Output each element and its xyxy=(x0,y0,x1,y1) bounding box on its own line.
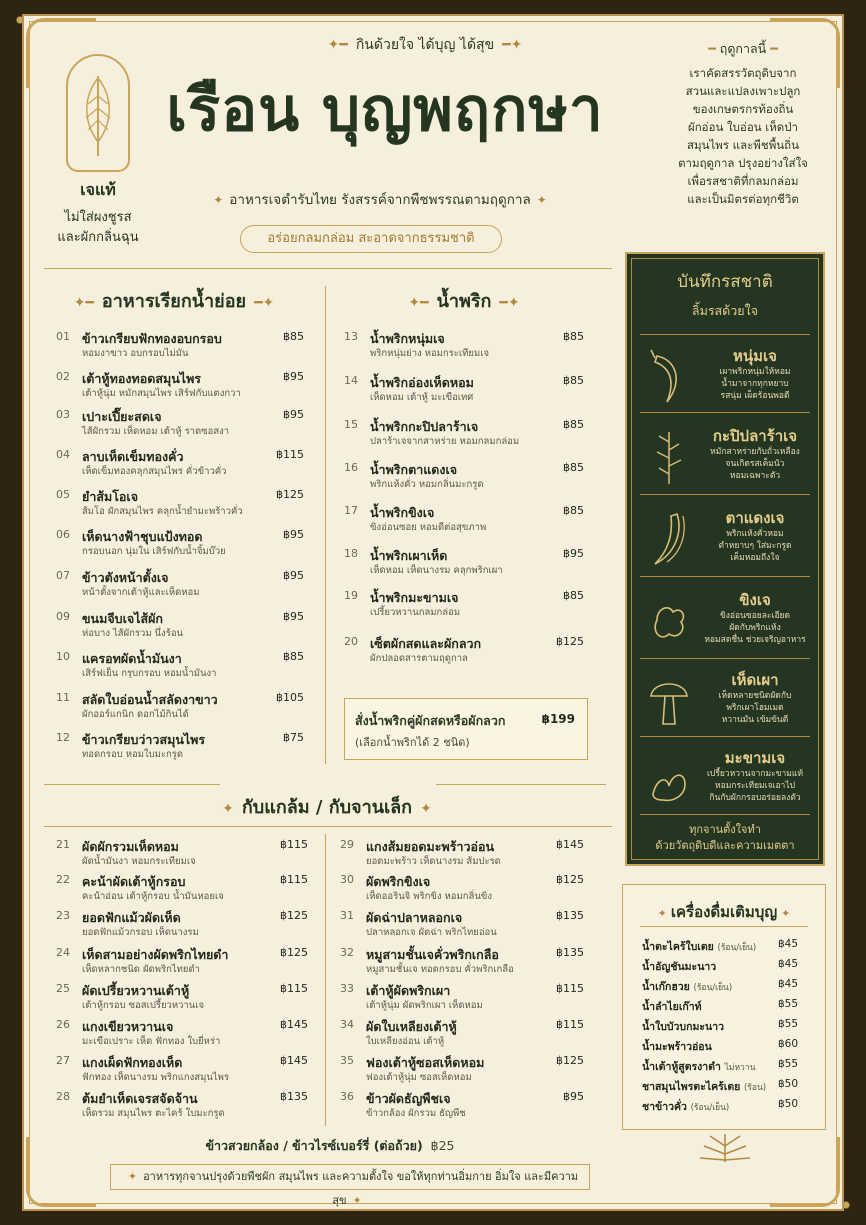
item-desc: ยอดฟักแม้วกรอบ เห็ดนางรม xyxy=(82,927,199,938)
item-desc: ผัดน้ำมันงา หอมกระเทียมเจ xyxy=(82,856,196,867)
corner-ornament-icon xyxy=(770,1137,840,1207)
item-number: 09 xyxy=(56,610,70,623)
item-number: 01 xyxy=(56,330,70,343)
item-number: 17 xyxy=(344,504,358,517)
herb-desc-line: ผัดกับพริกแห้ง xyxy=(729,623,781,633)
drink-item xyxy=(642,1038,798,1055)
item-name: ขนมจีบเจไส้ผัก xyxy=(82,611,163,626)
drink-price: ฿45 xyxy=(777,958,798,970)
herb-desc-line: จนเกิดรสเค็มนัว xyxy=(725,459,785,469)
item-price: ฿95 xyxy=(283,370,304,383)
herb-note xyxy=(625,420,825,498)
rice-line xyxy=(200,1136,460,1156)
item-desc: หน้าตั้งจากเต้าหู้และเห็ดหอม xyxy=(82,587,200,598)
item-price: ฿115 xyxy=(556,1018,584,1031)
herb-desc-line: เปรี้ยวหวานจากมะขามแท้ xyxy=(707,769,803,779)
item-price: ฿115 xyxy=(280,838,308,851)
item-number: 19 xyxy=(344,589,358,602)
item-price: ฿115 xyxy=(280,982,308,995)
restaurant-name: เรือน บุญพฤกษา xyxy=(166,75,604,145)
item-number: 27 xyxy=(56,1054,70,1067)
item-number: 16 xyxy=(344,461,358,474)
panel-divider xyxy=(640,412,810,413)
item-desc: พริกแห้งคั่ว หอมกลิ่นมะกรูด xyxy=(370,479,484,490)
item-name: ข้าวเกรียบว่าวสมุนไพร xyxy=(82,732,206,747)
herb-note xyxy=(625,664,825,742)
panel-footer-line: ด้วยวัตถุดิบดีและความเมตตา xyxy=(655,839,795,852)
item-price: ฿75 xyxy=(283,731,304,744)
item-number: 06 xyxy=(56,528,70,541)
divider xyxy=(436,784,606,785)
herb-name: ตาแดงเจ xyxy=(725,509,785,527)
item-price: ฿85 xyxy=(283,650,304,663)
drink-note: ไม่หวาน xyxy=(724,1063,756,1073)
drink-item xyxy=(642,1058,798,1075)
herb-desc-line: ตำหยาบๆ ใส่มะกรูด xyxy=(718,541,792,551)
item-name: แกงเผ็ดฟักทองเห็ด xyxy=(82,1055,183,1070)
panel-divider xyxy=(640,814,810,815)
tagline-text: กินด้วยใจ ได้บุญ ได้สุข xyxy=(355,37,495,53)
item-price: ฿95 xyxy=(283,408,304,421)
season-title: ฤดูกาลนี้ xyxy=(719,41,767,56)
item-number: 02 xyxy=(56,370,70,383)
set-offer-box xyxy=(344,698,588,760)
section-side-dishes: ✦ กับแกล้ม / กับจานเล็ก ✦ xyxy=(222,797,432,818)
item-price: ฿85 xyxy=(563,461,584,474)
panel-divider xyxy=(640,494,810,495)
herb-desc-line: พริกแห้งคั่วหอม xyxy=(726,529,784,539)
item-price: ฿145 xyxy=(556,838,584,851)
item-number: 07 xyxy=(56,569,70,582)
item-desc: ฟักทอง เห็ดนางรม พริกแกงสมุนไพร xyxy=(82,1072,229,1083)
item-price: ฿85 xyxy=(283,330,304,343)
item-price: ฿95 xyxy=(283,610,304,623)
section-title: น้ำพริก xyxy=(436,291,492,312)
herb-desc-line: เห็ดหลายชนิดผัดกับ xyxy=(718,691,792,701)
item-desc: เปรี้ยวหวานกลมกล่อม xyxy=(370,607,461,618)
item-desc: มะเขือเปราะ เห็ด ฟักทอง ใบยี่หร่า xyxy=(82,1036,221,1047)
item-name: น้ำพริกกะปิปลาร้าเจ xyxy=(370,419,479,434)
herb-desc-line: หมักสาหร่ายกับถั่วเหลือง xyxy=(710,447,800,457)
drink-price: ฿50 xyxy=(777,1078,798,1090)
item-name: น้ำพริกขิงเจ xyxy=(370,505,435,520)
divider xyxy=(44,826,612,827)
season-line: สวนและแปลงเพาะปลูก xyxy=(685,84,801,98)
item-name: น้ำพริกหนุ่มเจ xyxy=(370,331,445,346)
drink-item xyxy=(642,1078,798,1095)
herb-name: หนุ่มเจ xyxy=(733,347,777,365)
column-divider xyxy=(325,286,326,764)
item-name: ผัดใบเหลียงเต้าหู้ xyxy=(366,1019,457,1034)
item-number: 03 xyxy=(56,408,70,421)
item-number: 22 xyxy=(56,873,70,886)
panel-divider xyxy=(640,576,810,577)
item-desc: เต้าหู้นุ่ม หมักสมุนไพร เสิร์ฟกับแตงกวา xyxy=(82,388,241,399)
item-desc: ปลาหลอกเจ ผัดฉ่า พริกไทยอ่อน xyxy=(366,927,497,938)
item-price: ฿125 xyxy=(556,1054,584,1067)
item-desc: เห็ดออรินจิ พริกขิง หอมกลิ่นขิง xyxy=(366,891,492,902)
item-price: ฿145 xyxy=(280,1054,308,1067)
herb-name: กะปิปลาร้าเจ xyxy=(712,427,798,445)
item-price: ฿125 xyxy=(280,909,308,922)
item-price: ฿105 xyxy=(276,691,304,704)
item-price: ฿115 xyxy=(556,982,584,995)
herb-desc-line: พริกเผาโฮมเมด xyxy=(726,703,784,713)
item-desc: ผักออร์แกนิก ดอกไม้กินได้ xyxy=(82,709,189,720)
drink-name: น้ำลำไยเก๊าท์ xyxy=(642,1001,702,1013)
item-desc: เห็ดรวม สมุนไพร ตะไคร้ ใบมะกรูด xyxy=(82,1108,225,1119)
item-name: เซ็ตผักสดและผักลวก xyxy=(370,636,482,651)
herb-desc xyxy=(693,446,817,482)
item-desc: ข้าวกล้อง ผักรวม ธัญพืช xyxy=(366,1108,466,1119)
item-name: ลาบเห็ดเข็มทองคั่ว xyxy=(82,449,184,464)
item-desc: หมูสามชั้นเจ ทอดกรอบ คั่วพริกเกลือ xyxy=(366,964,514,975)
item-name: แกงเขียวหวานเจ xyxy=(82,1019,174,1034)
herb-name: ขิงเจ xyxy=(739,591,771,609)
left-note xyxy=(40,178,156,247)
item-desc: คะน้าอ่อน เต้าหู้กรอบ น้ำมันหอยเจ xyxy=(82,891,224,902)
item-name: ผัดฉ่าปลาหลอกเจ xyxy=(366,910,463,925)
drink-name: น้ำเก๊กฮวย xyxy=(642,981,690,993)
item-desc: เต้าหู้กรอบ ซอสเปรี้ยวหวานเจ xyxy=(82,1000,205,1011)
item-desc: ขิงอ่อนซอย หอมดีต่อสุขภาพ xyxy=(370,522,487,533)
item-price: ฿95 xyxy=(563,1090,584,1103)
item-price: ฿135 xyxy=(556,946,584,959)
item-desc: เห็ดหอม เห็ดนางรม คลุกพริกเผา xyxy=(370,565,503,576)
drink-price: ฿45 xyxy=(777,978,798,990)
herb-note xyxy=(625,340,825,418)
drink-price: ฿60 xyxy=(777,1038,798,1050)
tagline-pill: อร่อยกลมกล่อม สะอาดจากธรรมชาติ xyxy=(240,225,502,253)
item-name: ฟองเต้าหู้ซอสเห็ดหอม xyxy=(366,1055,485,1070)
item-name: ข้าวเกรียบฟักทองอบกรอบ xyxy=(82,331,222,346)
item-name: ยำส้มโอเจ xyxy=(82,489,139,504)
herb-sprig-icon xyxy=(647,426,691,486)
item-name: ยอดฟักแม้วผัดเห็ด xyxy=(82,910,181,925)
set-offer-text: สั่งน้ำพริกคู่ผักสดหรือผักลวก xyxy=(355,713,506,728)
item-name: น้ำพริกมะขามเจ xyxy=(370,590,459,605)
item-price: ฿125 xyxy=(556,635,584,648)
left-note-title: เจแท้ xyxy=(80,180,116,199)
item-price: ฿145 xyxy=(280,1018,308,1031)
left-note-line: ไม่ใส่ผงชูรส xyxy=(64,210,132,225)
item-number: 18 xyxy=(344,547,358,560)
footer-text: อาหารทุกจานปรุงด้วยพืชผัก สมุนไพร และความตั้งใจ ขอให้ทุกท่านอิ่มกาย อิ่มใจ และมีความสุข xyxy=(143,1170,579,1207)
panel-divider xyxy=(640,334,810,335)
item-number: 25 xyxy=(56,982,70,995)
herb-desc-line: หอมสดชื่น ช่วยเจริญอาหาร xyxy=(704,635,806,645)
rice-price: ฿25 xyxy=(430,1138,455,1153)
item-number: 24 xyxy=(56,946,70,959)
item-name: น้ำพริกตาแดงเจ xyxy=(370,462,458,477)
item-price: ฿85 xyxy=(563,504,584,517)
item-desc: เห็ดหอม เต้าหู้ มะเขือเทศ xyxy=(370,392,474,403)
item-desc: เห็ดหลากชนิด ผัดพริกไทยดำ xyxy=(82,964,200,975)
item-price: ฿95 xyxy=(563,547,584,560)
item-price: ฿85 xyxy=(563,418,584,431)
item-desc: ไส้ผักรวม เห็ดหอม เต้าหู้ ราดซอสงา xyxy=(82,426,230,437)
item-number: 34 xyxy=(340,1018,354,1031)
rice-label: ข้าวสวยกล้อง / ข้าวไรซ์เบอร์รี่ (ต่อถ้วย) xyxy=(205,1138,423,1153)
panel-footer-line: ทุกจานตั้งใจทำ xyxy=(689,823,761,836)
item-desc: ห่อบาง ไส้ผักรวม นึ่งร้อน xyxy=(82,628,184,639)
item-number: 23 xyxy=(56,909,70,922)
wreath-ornament-icon xyxy=(680,1126,770,1166)
item-desc: ผักปลอดสารตามฤดูกาล xyxy=(370,653,468,664)
season-note: ━ ฤดูกาลนี้ ━ เราคัดสรรวัตถุดิบจาก สวนและแปลงเพาะปลูก ของเกษตรกรท้องถิ่น ผักอ่อน ใบอ่อน เห็ดป่า สมุนไพร และพืชพื้นถิ่น ตามฤดูกาล ปรุงอย่างใส่ใจ เพื่อรสชาติที่กลมกล่อม และเป็นมิตรต่อทุกชีวิต xyxy=(660,40,826,208)
drink-price: ฿55 xyxy=(777,1018,798,1030)
herb-desc xyxy=(693,528,817,564)
footer-message: ✦ อาหารทุกจานปรุงด้วยพืชผัก สมุนไพร และความตั้งใจ ขอให้ทุกท่านอิ่มกาย อิ่มใจ และมีความสุข ✦ xyxy=(110,1164,590,1190)
item-name: เต้าหู้ทองทอดสมุนไพร xyxy=(82,371,202,386)
drink-item xyxy=(642,958,798,975)
herb-desc-line: รสนุ่ม เผ็ดร้อนพอดี xyxy=(720,391,790,401)
item-name: แครอทผัดน้ำมันงา xyxy=(82,651,182,666)
item-name: เห็ดนางฟ้าชุบแป้งทอด xyxy=(82,529,203,544)
corner-ornament-icon xyxy=(26,1137,96,1207)
item-price: ฿135 xyxy=(556,909,584,922)
herb-desc-line: หวานมัน เข้มข้นดี xyxy=(721,715,789,725)
top-tagline: ✦━ กินด้วยใจ ได้บุญ ได้สุข ━✦ xyxy=(327,37,523,53)
drink-item xyxy=(642,1098,798,1115)
drink-name: ชาข้าวคั่ว xyxy=(642,1101,687,1113)
item-name: คะน้าผัดเต้าหู้กรอบ xyxy=(82,874,186,889)
season-line: ผักอ่อน ใบอ่อน เห็ดป่า xyxy=(687,120,798,134)
item-name: ผัดเปรี้ยวหวานเต้าหู้ xyxy=(82,983,190,998)
herb-desc-line: เค็มหอมถึงใจ xyxy=(730,553,780,563)
item-number: 04 xyxy=(56,448,70,461)
item-name: ต้มยำเห็ดเจรสจัดจ้าน xyxy=(82,1091,198,1106)
herb-desc xyxy=(693,610,817,646)
item-number: 13 xyxy=(344,330,358,343)
item-name: เปาะเปี๊ยะสดเจ xyxy=(82,409,162,424)
drink-name: ชาสมุนไพรตะไคร้เตย xyxy=(642,1081,741,1093)
subtitle: ✦ อาหารเจตำรับไทย รังสรรค์จากพืชพรรณตามฤดูกาล ✦ xyxy=(213,192,547,208)
herb-name: มะขามเจ xyxy=(724,749,786,767)
item-number: 12 xyxy=(56,731,70,744)
drink-price: ฿55 xyxy=(777,1058,798,1070)
herb-desc-line: ขิงอ่อนซอยละเอียด xyxy=(719,611,791,621)
panel-divider xyxy=(640,658,810,659)
item-number: 05 xyxy=(56,488,70,501)
item-desc: กรอบนอก นุ่มใน เสิร์ฟกับน้ำจิ้มบ๊วย xyxy=(82,546,226,557)
season-line: เพื่อรสชาติที่กลมกล่อม xyxy=(687,174,799,188)
set-offer-price: ฿199 xyxy=(541,712,575,726)
item-name: แกงส้มยอดมะพร้าวอ่อน xyxy=(366,839,495,854)
item-name: สลัดใบอ่อนน้ำสลัดงาขาว xyxy=(82,692,218,707)
item-number: 33 xyxy=(340,982,354,995)
drink-item xyxy=(642,998,798,1015)
item-name: ข้าวตังหน้าตั้งเจ xyxy=(82,570,169,585)
item-desc: หอมงาขาว อบกรอบไม่มัน xyxy=(82,348,189,359)
drink-note: (ร้อน/เย็น) xyxy=(717,943,757,953)
chili-pepper-icon xyxy=(647,346,691,406)
item-number: 20 xyxy=(344,635,358,648)
left-note-line: และผักกลิ่นฉุน xyxy=(57,230,139,245)
panel-title: บันทึกรสชาติ xyxy=(677,272,773,292)
item-number: 11 xyxy=(56,691,70,704)
item-name: ข้าวผัดธัญพืชเจ xyxy=(366,1091,451,1106)
drink-name: น้ำมะพร้าวอ่อน xyxy=(642,1041,712,1053)
item-number: 14 xyxy=(344,374,358,387)
ginger-root-icon xyxy=(647,590,691,650)
item-price: ฿125 xyxy=(280,946,308,959)
drink-item xyxy=(642,938,798,955)
drink-note: (ร้อน/เย็น) xyxy=(690,1103,730,1113)
dried-chili-icon xyxy=(647,508,691,568)
item-price: ฿125 xyxy=(556,873,584,886)
item-desc: ทอดกรอบ หอมใบมะกรูด xyxy=(82,749,184,760)
herb-desc-line: กินกับผักกรอบอร่อยลงตัว xyxy=(709,793,801,803)
mushroom-icon xyxy=(647,670,691,730)
herb-desc-line: น้ำมาจากทุกหยาบ xyxy=(721,379,789,389)
item-name: น้ำพริกเผาเห็ด xyxy=(370,548,448,563)
item-number: 21 xyxy=(56,838,70,851)
column-divider xyxy=(325,834,326,1126)
item-number: 31 xyxy=(340,909,354,922)
drink-item xyxy=(642,1018,798,1035)
drinks-title-text: เครื่องดื่มเติมบุญ xyxy=(670,903,778,921)
season-line: สมุนไพร และพืชพื้นถิ่น xyxy=(687,138,799,152)
item-number: 35 xyxy=(340,1054,354,1067)
item-number: 32 xyxy=(340,946,354,959)
drinks-title: ✦ เครื่องดื่มเติมบุญ ✦ xyxy=(657,903,791,921)
tamarind-icon xyxy=(647,748,691,808)
item-price: ฿85 xyxy=(563,589,584,602)
leaf-emblem-icon xyxy=(66,54,130,172)
drink-item xyxy=(642,978,798,995)
subtitle-text: อาหารเจตำรับไทย รังสรรค์จากพืชพรรณตามฤดูกาล xyxy=(229,192,531,208)
section-nam-prik: ✦━ น้ำพริก ━✦ xyxy=(408,291,520,312)
herb-note xyxy=(625,502,825,580)
item-price: ฿95 xyxy=(283,569,304,582)
item-name: น้ำพริกอ่องเห็ดหอม xyxy=(370,375,474,390)
season-line: ของเกษตรกรท้องถิ่น xyxy=(692,102,794,116)
item-name: ผัดพริกขิงเจ xyxy=(366,874,431,889)
herb-desc-line: หอมกระเทียมเจเอาไป xyxy=(714,781,796,791)
drink-name: น้ำอัญชันมะนาว xyxy=(642,961,717,973)
panel-footer xyxy=(625,822,825,854)
herb-note xyxy=(625,584,825,662)
herb-note xyxy=(625,742,825,820)
item-price: ฿85 xyxy=(563,374,584,387)
section-title: อาหารเรียกน้ำย่อย xyxy=(101,291,247,312)
season-line: และเป็นมิตรต่อทุกชีวิต xyxy=(687,192,799,206)
item-price: ฿115 xyxy=(276,448,304,461)
item-desc: ฟองเต้าหู้นุ่ม ซอสเห็ดหอม xyxy=(366,1072,472,1083)
item-price: ฿85 xyxy=(563,330,584,343)
herb-desc-line: หอมเฉพาะตัว xyxy=(729,471,781,481)
drink-name: น้ำใบบัวบกมะนาว xyxy=(642,1021,724,1033)
item-name: เห็ดสามอย่างผัดพริกไทยดำ xyxy=(82,947,229,962)
herb-name: เห็ดเผา xyxy=(731,671,779,689)
item-price: ฿135 xyxy=(280,1090,308,1103)
item-name: หมูสามชั้นเจคั่วพริกเกลือ xyxy=(366,947,499,962)
divider xyxy=(640,926,808,927)
item-name: ผัดผักรวมเห็ดหอม xyxy=(82,839,179,854)
panel-divider xyxy=(640,736,810,737)
item-price: ฿115 xyxy=(280,873,308,886)
item-number: 26 xyxy=(56,1018,70,1031)
season-line: ตามฤดูกาล ปรุงอย่างใส่ใจ xyxy=(678,156,808,170)
herb-desc xyxy=(693,690,817,726)
item-desc: เห็ดเข็มทองคลุกสมุนไพร คั่วข้าวคั่ว xyxy=(82,466,227,477)
set-offer-note: (เลือกน้ำพริกได้ 2 ชนิด) xyxy=(355,736,470,749)
item-desc: ปลาร้าเจจากสาหร่าย หอมกลมกล่อม xyxy=(370,436,520,447)
item-number: 29 xyxy=(340,838,354,851)
section-title: กับแกล้ม / กับจานเล็ก xyxy=(241,797,413,818)
item-number: 28 xyxy=(56,1090,70,1103)
herb-desc xyxy=(693,768,817,804)
item-number: 30 xyxy=(340,873,354,886)
herb-desc xyxy=(693,366,817,402)
drink-note: (ร้อน/เย็น) xyxy=(693,983,733,993)
divider xyxy=(44,784,220,785)
drink-price: ฿55 xyxy=(777,998,798,1010)
drink-price: ฿50 xyxy=(777,1098,798,1110)
divider xyxy=(44,268,612,269)
item-desc: ส้มโอ ผักสมุนไพร คลุกน้ำยำมะพร้าวคั่ว xyxy=(82,506,243,517)
item-number: 15 xyxy=(344,418,358,431)
drink-name: น้ำเต้าหู้สูตรงาดำ xyxy=(642,1061,721,1073)
item-price: ฿95 xyxy=(283,528,304,541)
season-line: เราคัดสรรวัตถุดิบจาก xyxy=(689,66,797,80)
drink-name: น้ำตะไคร้ใบเตย xyxy=(642,941,714,953)
drink-note: (ร้อน) xyxy=(744,1083,767,1093)
item-desc: ใบเหลียงอ่อน เต้าหู้ xyxy=(366,1036,445,1047)
item-desc: เสิร์ฟเย็น กรุบกรอบ หอมน้ำมันงา xyxy=(82,668,217,679)
panel-subtitle: ลิ้มรสด้วยใจ xyxy=(691,303,759,318)
item-desc: ยอดมะพร้าว เห็ดนางรม ส้มปะรด xyxy=(366,856,501,867)
herb-desc-line: เผาพริกหนุ่มให้หอม xyxy=(719,367,791,377)
section-appetizers: ✦━ อาหารเรียกน้ำย่อย ━✦ xyxy=(73,291,275,312)
item-number: 36 xyxy=(340,1090,354,1103)
item-name: เต้าหู้ผัดพริกเผา xyxy=(366,983,451,998)
item-price: ฿125 xyxy=(276,488,304,501)
item-number: 10 xyxy=(56,650,70,663)
drink-price: ฿45 xyxy=(777,938,798,950)
item-desc: เต้าหู้นุ่ม ผัดพริกเผา เห็ดหอม xyxy=(366,1000,483,1011)
item-desc: พริกหนุ่มย่าง หอมกระเทียมเจ xyxy=(370,348,490,359)
